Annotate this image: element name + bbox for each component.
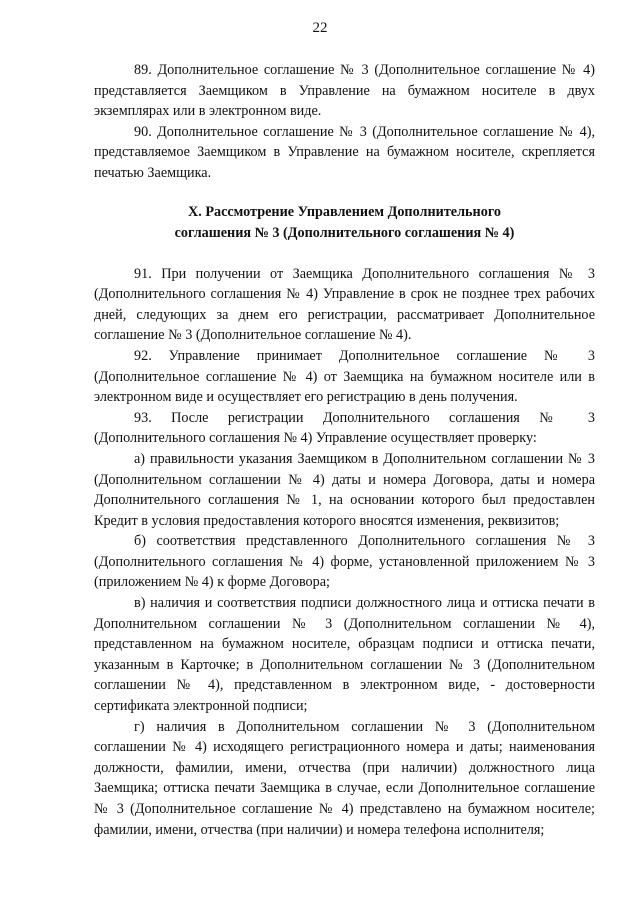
paragraph-93-a: а) правильности указания Заемщиком в Дополнительном соглашении № 3 (Дополнительном соглашении № 4) даты и номера Договора, даты и номера Дополнительного соглашения № 1, на основании которого был предоставлен Кредит в условия предоставления которого вносятся изменения, реквизитов; — [94, 450, 595, 529]
section-heading — [94, 202, 595, 244]
paragraph-91: 91. При получении от Заемщика Дополнительного соглашения № 3 (Дополнительного соглашения № 4) Управление в срок не позднее трех рабочих дней, следующих за днем его регистрации, рассматривает Дополнительное соглашение № 3 (Дополнительное соглашение № 4). — [94, 265, 595, 344]
paragraph-93-b: б) соответствия представленного Дополнительного соглашения № 3 (Дополнительного соглашения № 4) форме, установленной приложением № 3 (приложением № 4) к форме Договора; — [94, 533, 595, 591]
document-body — [94, 60, 595, 840]
paragraph-93-v: в) наличия и соответствия подписи должностного лица и оттиска печати в Дополнительном соглашении № 3 (Дополнительном соглашении № 4), представленном на бумажном носителе, образцам подписи и оттиска печати, указанным в Карточке; в Дополнительном соглашении № 3 (Дополнительном соглашении № 4), представленном в электронном виде, - достоверности сертификата электронной подписи; — [94, 595, 595, 715]
section-heading-line-1: X. Рассмотрение Управлением Дополнительного — [187, 203, 502, 220]
paragraph-90: 90. Дополнительное соглашение № 3 (Дополнительное соглашение № 4), представляемое Заемщиком в Управление на бумажном носителе, скрепляется печатью Заемщика. — [94, 123, 595, 181]
page-number: 22 — [312, 20, 328, 36]
paragraph-93: 93. После регистрации Дополнительного соглашения № 3 (Дополнительного соглашения № 4) Управление осуществляет проверку: — [94, 409, 595, 447]
paragraph-89: 89. Дополнительное соглашение № 3 (Дополнительное соглашение № 4) представляется Заемщиком в Управление на бумажном носителе в двух экземплярах или в электронном виде. — [94, 62, 595, 120]
paragraph-93-g: г) наличия в Дополнительном соглашении № 3 (Дополнительном соглашении № 4) исходящего регистрационного номера и даты; наименования должности, фамилии, имени, отчества (при наличии) должностного лица Заемщика; оттиска печати Заемщика в случае, если Дополнительное соглашение № 3 (Дополнительное соглашение № 4) представлено на бумажном носителе; фамилии, имени, отчества (при наличии) и номера телефона исполнителя; — [94, 718, 595, 838]
section-heading-line-2: соглашения № 3 (Дополнительного соглашения № 4) — [174, 224, 515, 241]
paragraph-92: 92. Управление принимает Дополнительное соглашение № 3 (Дополнительное соглашение № 4) от Заемщика на бумажном носителе или в электронном виде и осуществляет его регистрацию в день получения. — [94, 347, 595, 406]
